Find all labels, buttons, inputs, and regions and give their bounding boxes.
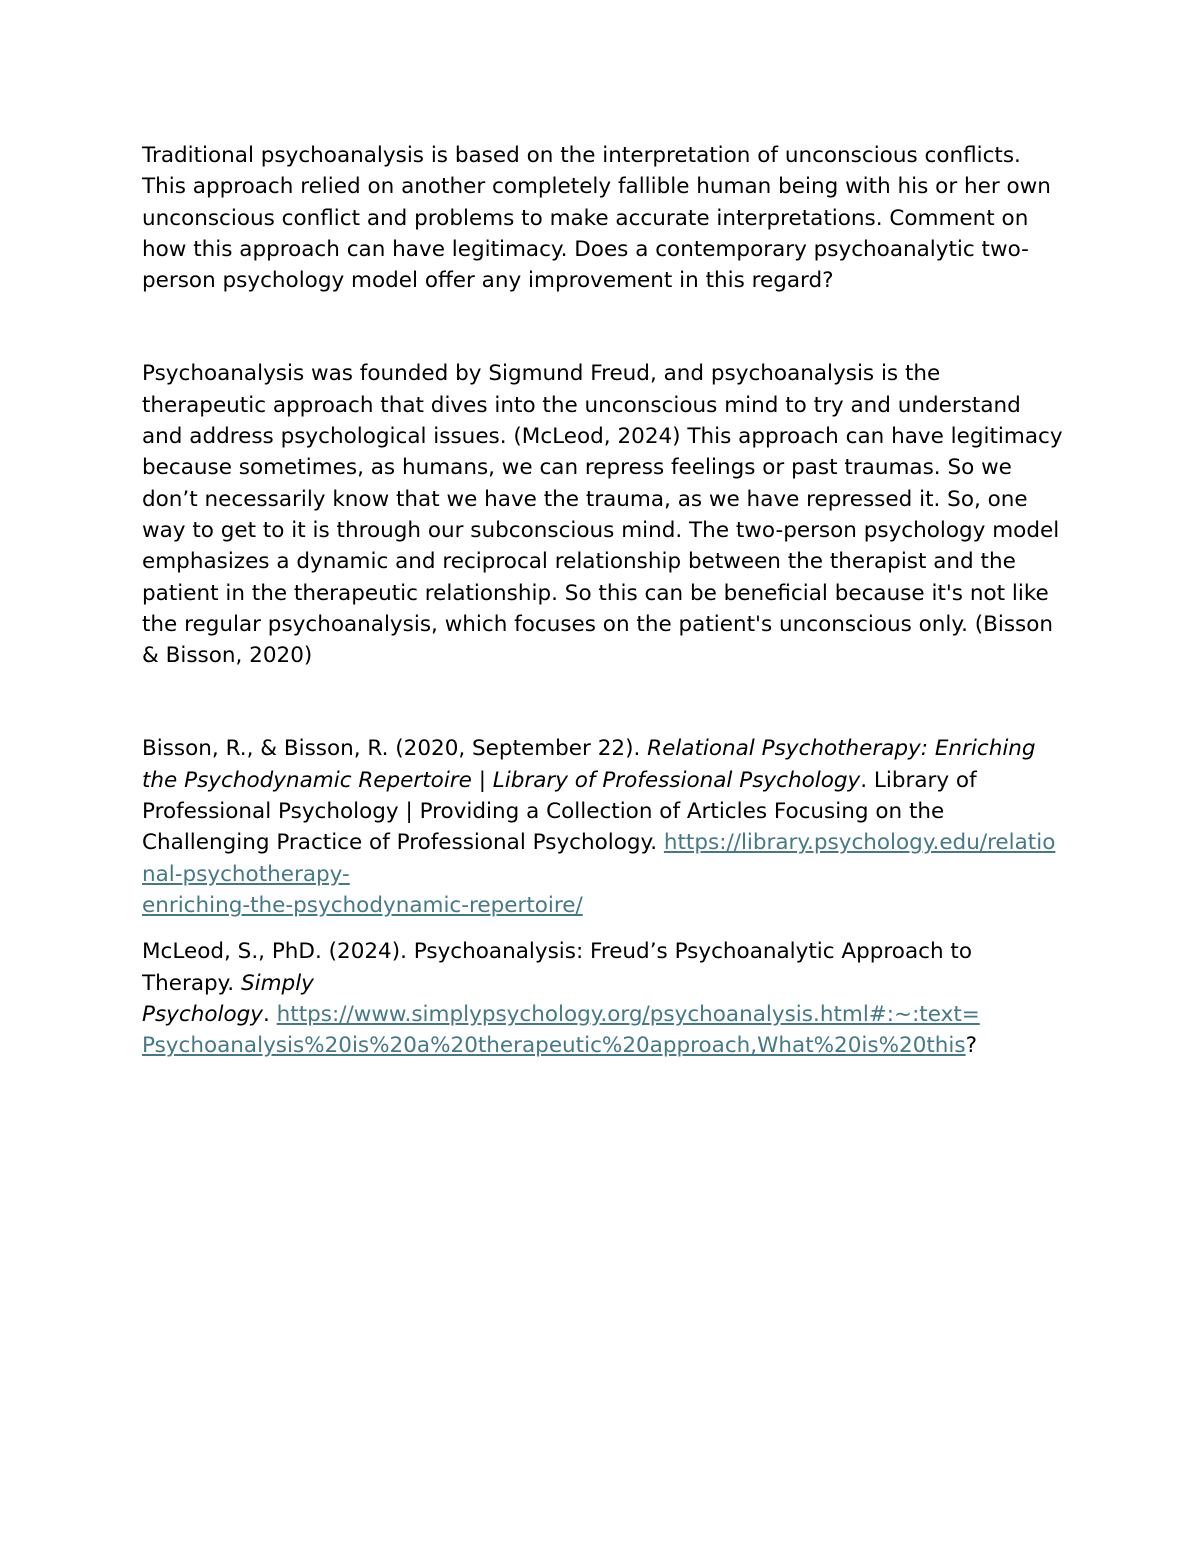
- document-page: [142, 140, 1067, 1076]
- reference-bisson-link-part2: enriching-the-psychodynamic-repertoire/: [142, 892, 583, 918]
- reference-bisson-authors: Bisson, R., & Bisson, R. (2020, September 22).: [142, 736, 648, 762]
- question-paragraph: Traditional psychoanalysis is based on the interpretation of unconscious conflicts. This approach relied on another completely fallible human being with his or her own unconscious conflict and problems to make accurate interpretations. Comment on how this approach can have legitimacy. Does a contemporary psychoanalytic two-person psychology model offer any improvement in this regard?: [142, 143, 1051, 294]
- reference-mcleod: [142, 936, 1067, 1061]
- reference-mcleod-source-part1: Simply: [240, 970, 314, 996]
- reference-bisson-link-part1: https://library.psychology.edu/relational-psychotherapy-: [142, 830, 1056, 887]
- reference-mcleod-link-part2: Psychoanalysis%20is%20a%20therapeutic%20approach,What%20is%20this: [142, 1033, 966, 1059]
- reference-bisson-title: Relational Psychotherapy: Enriching the Psychodynamic Repertoire | Library of Professional Psychology: [142, 736, 1036, 793]
- reference-bisson: [142, 733, 1067, 921]
- answer-paragraph: Psychoanalysis was founded by Sigmund Freud, and psychoanalysis is the therapeutic approach that dives into the unconscious mind to try and understand and address psychological issues. (McLeod, 2024) This approach can have legitimacy because sometimes, as humans, we can repress feelings or past traumas. So we don’t necessarily know that we have the trauma, as we have repressed it. So, one way to get to it is through our subconscious mind. The two-person psychology model emphasizes a dynamic and reciprocal relationship between the therapist and the patient in the therapeutic relationship. So this can be beneficial because it's not like the regular psychoanalysis, which focuses on the patient's unconscious only. (Bisson & Bisson, 2020): [142, 361, 1063, 669]
- reference-bisson-publisher: . Library of Professional Psychology | Providing a Collection of Articles Focusing on the Challenging Practice of Professional Psychology.: [142, 767, 977, 856]
- reference-mcleod-separator: .: [263, 1001, 277, 1027]
- reference-mcleod-authors: McLeod, S., PhD. (2024). Psychoanalysis: Freud’s Psychoanalytic Approach to Therapy.: [142, 939, 972, 996]
- reference-mcleod-link-part1: https://www.simplypsychology.org/psychoanalysis.html#:~:text=: [276, 1001, 980, 1027]
- reference-mcleod-trailing: ?: [965, 1033, 978, 1059]
- reference-mcleod-source-part2: Psychology: [142, 1001, 263, 1027]
